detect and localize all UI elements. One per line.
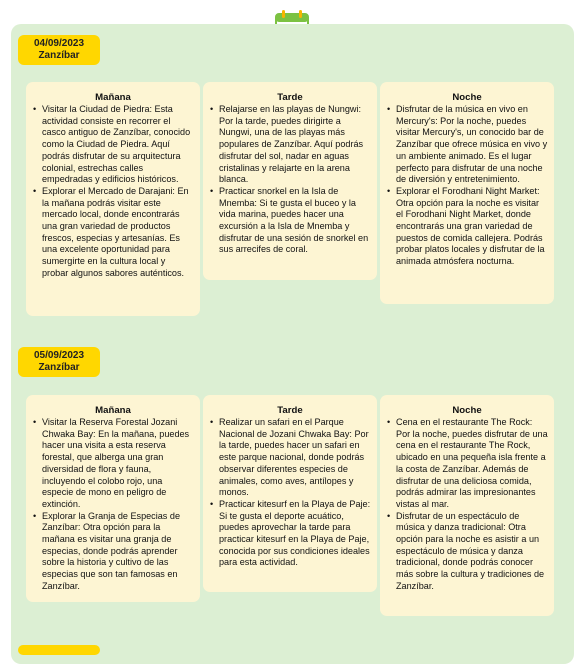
day-date-badge-next (18, 645, 100, 655)
activity-list (209, 104, 371, 256)
activity-item: • Visitar la Ciudad de Piedra: Esta actividad consiste en recorrer el casco antiguo de Zanzíbar, conocido como la Ciudad de Piedra. Aquí podrás disfrutar de su arquitectura colonial, estrechas calles empedradas y edificios históricos. (42, 104, 194, 186)
period-card-afternoon (203, 82, 377, 280)
period-card-night (380, 82, 554, 304)
activity-list (32, 104, 194, 280)
activity-item: • Visitar la Reserva Forestal Jozani Chwaka Bay: En la mañana, puedes hacer una visita a esta reserva forestal, que alberga una gran diversidad de flora y fauna, incluyendo el colobo rojo, una especie de mono en peligro de extinción. (42, 417, 194, 511)
period-card-morning (26, 82, 200, 316)
activity-item: • Disfrutar de un espectáculo de música y danza tradicional: Otra opción para la noche es asistir a un espectáculo de música y danza tradicional, donde podrás conocer más sobre la cultura y tradiciones de Zanzíbar. (396, 511, 548, 593)
day-date: 05/09/2023 (33, 350, 85, 361)
day-place: Zanzíbar (38, 50, 80, 61)
activity-list (209, 417, 371, 569)
activity-list (32, 417, 194, 593)
period-title: Mañana (95, 405, 131, 416)
activity-item: • Disfrutar de la música en vivo en Mercury's: Por la noche, puedes visitar Mercury's, un conocido bar de Zanzíbar que ofrece música en vivo y un ambiente animado. Es el lugar perfecto para disfrutar de una noche de diversión y entretenimiento. (396, 104, 548, 186)
period-title: Tarde (277, 92, 303, 103)
activity-item: • Relajarse en las playas de Nungwi: Por la tarde, puedes dirigirte a Nungwi, una de las playas más populares de Zanzíbar. Aquí podrás disfrutar del sol, nadar en aguas cristalinas y relajarte en la arena blanca. (219, 104, 371, 186)
activity-item: • Practicar kitesurf en la Playa de Paje: Si te gusta el deporte acuático, puedes aprovechar la tarde para practicar kitesurf en la Playa de Paje, conocida por sus condiciones ideales para esta actividad. (219, 499, 371, 569)
activity-item: • Explorar la Granja de Especias de Zanzíbar: Otra opción para la mañana es visitar una granja de especias, donde podrás aprender sobre la historia y cultivo de las especias que son tan famosas en Zanzíbar. (42, 511, 194, 593)
period-card-night (380, 395, 554, 616)
period-card-morning (26, 395, 200, 602)
activity-list (386, 417, 548, 593)
period-title: Tarde (277, 405, 303, 416)
period-title: Noche (452, 405, 482, 416)
day-date-badge (18, 35, 100, 65)
activity-item: • Practicar snorkel en la Isla de Mnemba: Si te gusta el buceo y la vida marina, puedes hacer una excursión a la Isla de Mnemba y disfrutar de una sesión de snorkel en sus arrecifes de coral. (219, 186, 371, 256)
activity-list (386, 104, 548, 268)
activity-item: • Explorar el Mercado de Darajani: En la mañana podrás visitar este mercado local, donde encontrarás una gran variedad de productos frescos, especias y artesanías. Es una excelente oportunidad para sumergirte en la cultura local y probar algunos sabores auténticos. (42, 186, 194, 280)
period-title: Mañana (95, 92, 131, 103)
activity-item: • Explorar el Forodhani Night Market: Otra opción para la noche es visitar el Forodhani Night Market, donde encontrarás una gran variedad de puestos de comida callejera. Podrás probar platos locales y disfrutar de la animada atmósfera nocturna. (396, 186, 548, 268)
day-place: Zanzíbar (38, 362, 80, 373)
day-date-badge (18, 347, 100, 377)
period-title: Noche (452, 92, 482, 103)
day-date: 04/09/2023 (33, 38, 85, 49)
activity-item: • Realizar un safari en el Parque Nacional de Jozani Chwaka Bay: Por la tarde, puedes hacer un safari en este parque nacional, donde podrás observar diferentes especies de animales, como aves, antílopes y monos. (219, 417, 371, 499)
activity-item: • Cena en el restaurante The Rock: Por la noche, puedes disfrutar de una cena en el restaurante The Rock, ubicado en una pequeña isla frente a la costa de Zanzíbar. Además de disfrutar de una deliciosa comida, podrás admirar las impresionantes vistas al mar. (396, 417, 548, 511)
period-card-afternoon (203, 395, 377, 592)
